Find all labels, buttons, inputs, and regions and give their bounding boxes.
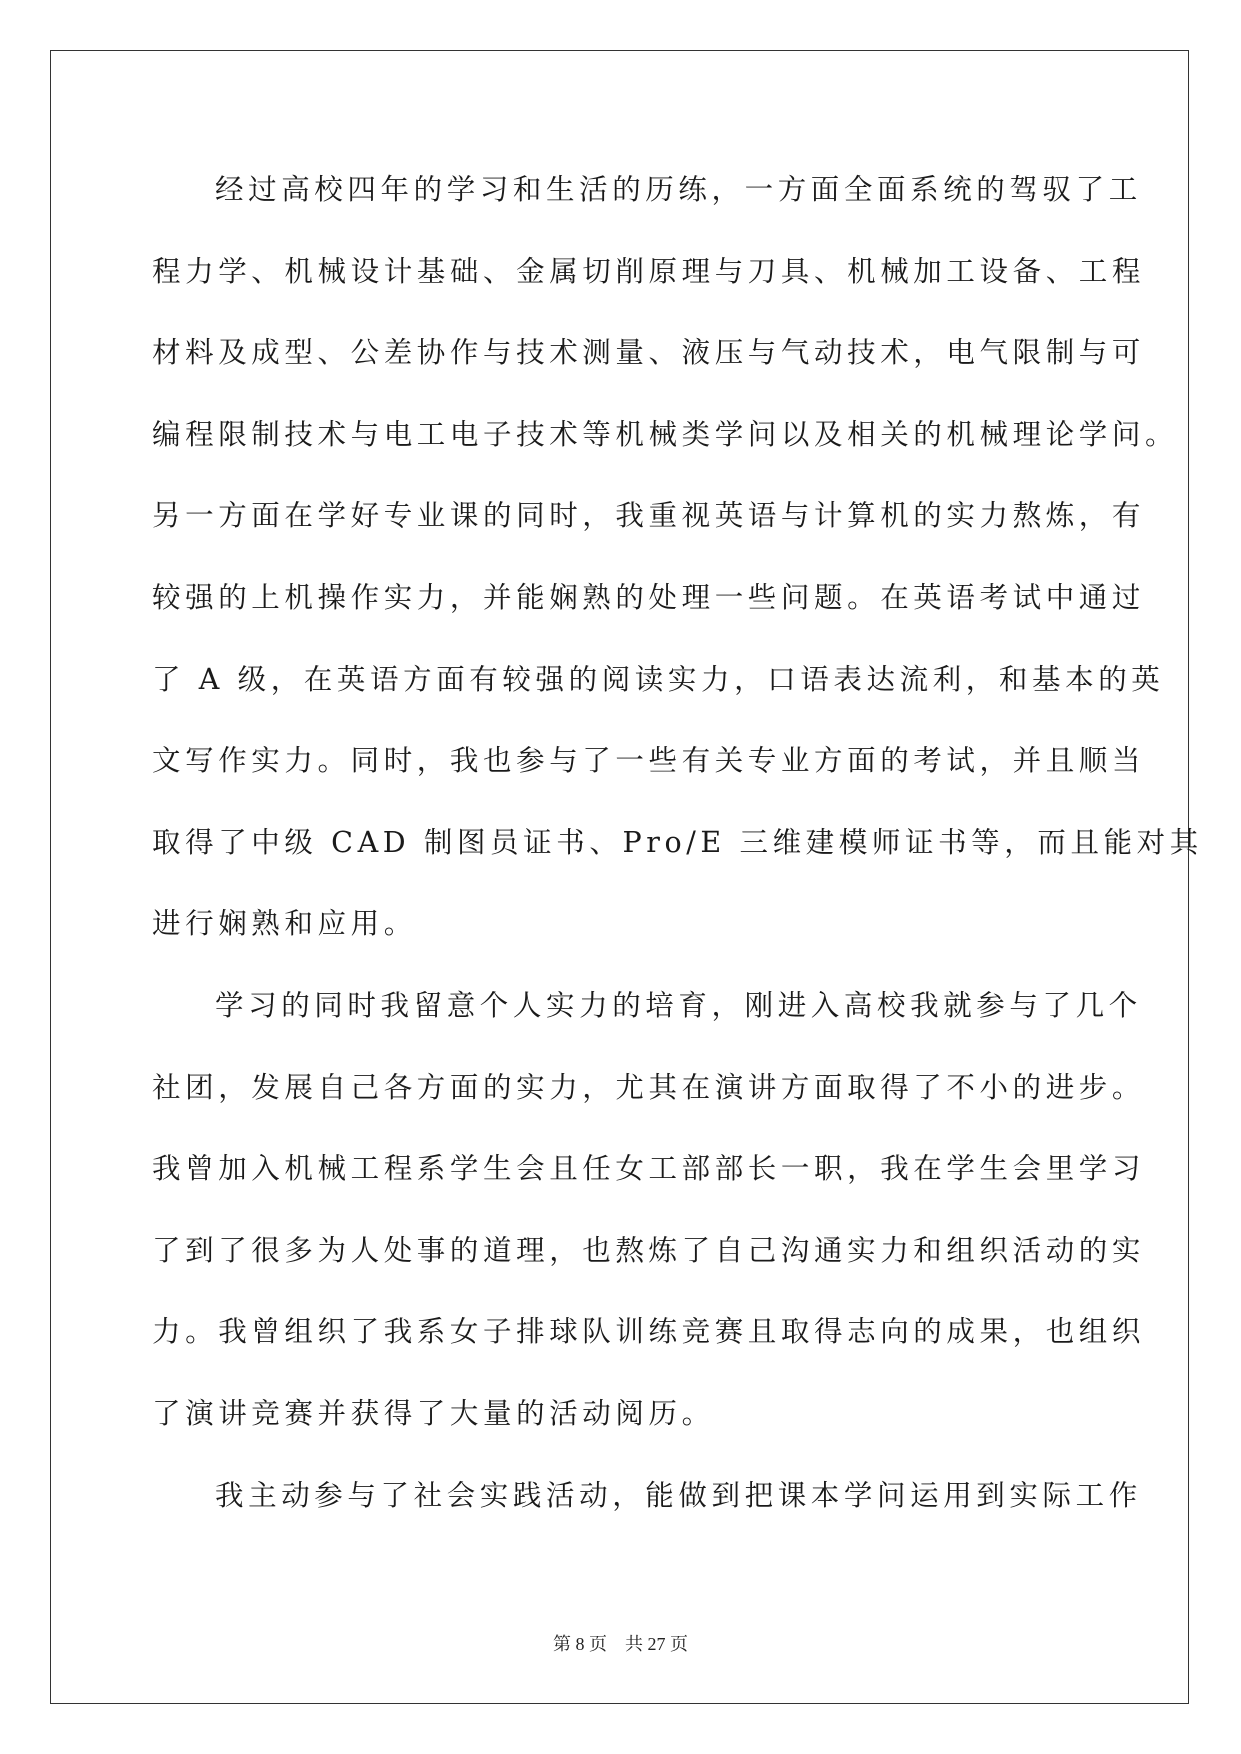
page-number-footer: 第 8 页 共 27 页 — [553, 1634, 688, 1654]
text-line: 了到了很多为人处事的道理，也熬炼了自己沟通实力和组织活动的实 — [152, 1233, 1146, 1267]
text-line: 学习的同时我留意个人实力的培育，刚进入高校我就参与了几个 — [215, 988, 1142, 1022]
text-line: 我曾加入机械工程系学生会且任女工部部长一职，我在学生会里学习 — [152, 1152, 1146, 1186]
text-line: 社团，发展自己各方面的实力，尤其在演讲方面取得了不小的进步。 — [152, 1070, 1146, 1104]
text-line: 经过高校四年的学习和生活的历练，一方面全面系统的驾驭了工 — [215, 173, 1142, 206]
text-line: 我主动参与了社会实践活动，能做到把课本学问运用到实际工作 — [215, 1478, 1142, 1512]
text-line: 取得了中级 CAD 制图员证书、Pro/E 三维建模师证书等，而且能对其 — [152, 825, 1203, 859]
text-line: 材料及成型、公差协作与技术测量、液压与气动技术，电气限制与可 — [152, 336, 1146, 370]
text-line: 程力学、机械设计基础、金属切削原理与刀具、机械加工设备、工程 — [152, 254, 1146, 288]
text-line: 了 A 级，在英语方面有较强的阅读实力，口语表达流利，和基本的英 — [152, 662, 1165, 696]
text-line: 编程限制技术与电工电子技术等机械类学问以及相关的机械理论学问。 — [152, 417, 1179, 451]
text-line: 进行娴熟和应用。 — [152, 907, 417, 941]
document-body — [152, 165, 1203, 1552]
text-line: 力。我曾组织了我系女子排球队训练竞赛且取得志向的成果，也组织 — [152, 1315, 1146, 1349]
text-line: 另一方面在学好专业课的同时，我重视英语与计算机的实力熬炼，有 — [152, 499, 1146, 533]
text-line: 文写作实力。同时，我也参与了一些有关专业方面的考试，并且顺当 — [152, 744, 1146, 778]
text-line: 较强的上机操作实力，并能娴熟的处理一些问题。在英语考试中通过 — [152, 580, 1146, 614]
text-line: 了演讲竞赛并获得了大量的活动阅历。 — [152, 1396, 715, 1430]
